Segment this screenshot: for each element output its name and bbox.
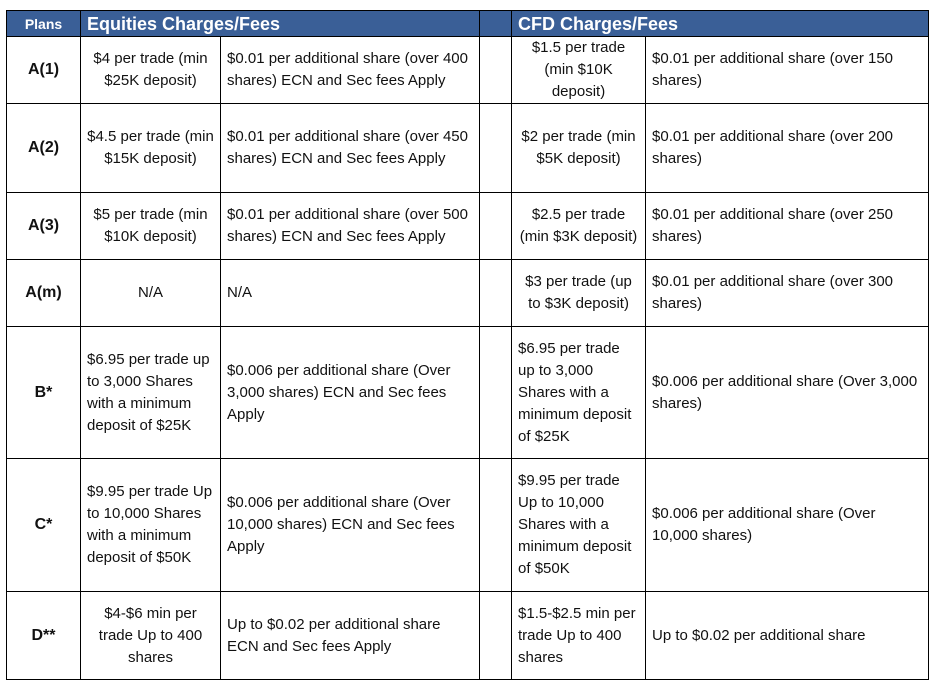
header-gap [480, 11, 512, 37]
table-row [7, 459, 929, 592]
equities-base-cell: $5 per trade (min $10K deposit) [81, 193, 221, 260]
equities-base-cell: $4.5 per trade (min $15K deposit) [81, 104, 221, 193]
equities-base-cell: $4-$6 min per trade Up to 400 shares [81, 592, 221, 680]
plan-cell: C* [7, 459, 81, 592]
table-header-row [7, 11, 929, 37]
plan-cell: A(2) [7, 104, 81, 193]
cfd-base-cell: $2.5 per trade (min $3K deposit) [512, 193, 646, 260]
cfd-base-cell: $1.5 per trade (min $10K deposit) [512, 37, 646, 104]
equities-additional-cell: $0.006 per additional share (Over 3,000 shares) ECN and Sec fees Apply [221, 327, 480, 459]
gap-cell [480, 37, 512, 104]
cfd-base-cell: $6.95 per trade up to 3,000 Shares with a minimum deposit of $25K [512, 327, 646, 459]
cfd-additional-cell: $0.006 per additional share (Over 10,000 shares) [646, 459, 929, 592]
table-row [7, 193, 929, 260]
table-row [7, 592, 929, 680]
table-row [7, 37, 929, 104]
cfd-additional-cell: $0.01 per additional share (over 300 shares) [646, 260, 929, 327]
gap-cell [480, 327, 512, 459]
cfd-additional-cell: $0.006 per additional share (Over 3,000 shares) [646, 327, 929, 459]
equities-base-cell: N/A [81, 260, 221, 327]
cfd-base-cell: $9.95 per trade Up to 10,000 Shares with a minimum deposit of $50K [512, 459, 646, 592]
gap-cell [480, 592, 512, 680]
equities-base-cell: $6.95 per trade up to 3,000 Shares with a minimum deposit of $25K [81, 327, 221, 459]
plan-cell: B* [7, 327, 81, 459]
cfd-base-cell: $2 per trade (min $5K deposit) [512, 104, 646, 193]
equities-additional-cell: $0.01 per additional share (over 450 shares) ECN and Sec fees Apply [221, 104, 480, 193]
table-row [7, 327, 929, 459]
equities-additional-cell: $0.006 per additional share (Over 10,000 shares) ECN and Sec fees Apply [221, 459, 480, 592]
cfd-additional-cell: $0.01 per additional share (over 200 shares) [646, 104, 929, 193]
plan-cell: A(m) [7, 260, 81, 327]
equities-additional-cell: $0.01 per additional share (over 500 shares) ECN and Sec fees Apply [221, 193, 480, 260]
equities-header: Equities Charges/Fees [81, 11, 480, 37]
cfd-base-cell: $1.5-$2.5 min per trade Up to 400 shares [512, 592, 646, 680]
equities-base-cell: $4 per trade (min $25K deposit) [81, 37, 221, 104]
table-row [7, 104, 929, 193]
gap-cell [480, 193, 512, 260]
plan-cell: D** [7, 592, 81, 680]
table-row [7, 260, 929, 327]
fees-table [6, 10, 929, 680]
equities-additional-cell: $0.01 per additional share (over 400 shares) ECN and Sec fees Apply [221, 37, 480, 104]
cfd-base-cell: $3 per trade (up to $3K deposit) [512, 260, 646, 327]
cfd-additional-cell: $0.01 per additional share (over 250 shares) [646, 193, 929, 260]
plans-header: Plans [7, 11, 81, 37]
gap-cell [480, 459, 512, 592]
equities-additional-cell: Up to $0.02 per additional share ECN and Sec fees Apply [221, 592, 480, 680]
equities-base-cell: $9.95 per trade Up to 10,000 Shares with a minimum deposit of $50K [81, 459, 221, 592]
gap-cell [480, 260, 512, 327]
cfd-header: CFD Charges/Fees [512, 11, 929, 37]
equities-additional-cell: N/A [221, 260, 480, 327]
plan-cell: A(3) [7, 193, 81, 260]
gap-cell [480, 104, 512, 193]
plan-cell: A(1) [7, 37, 81, 104]
cfd-additional-cell: Up to $0.02 per additional share [646, 592, 929, 680]
cfd-additional-cell: $0.01 per additional share (over 150 shares) [646, 37, 929, 104]
